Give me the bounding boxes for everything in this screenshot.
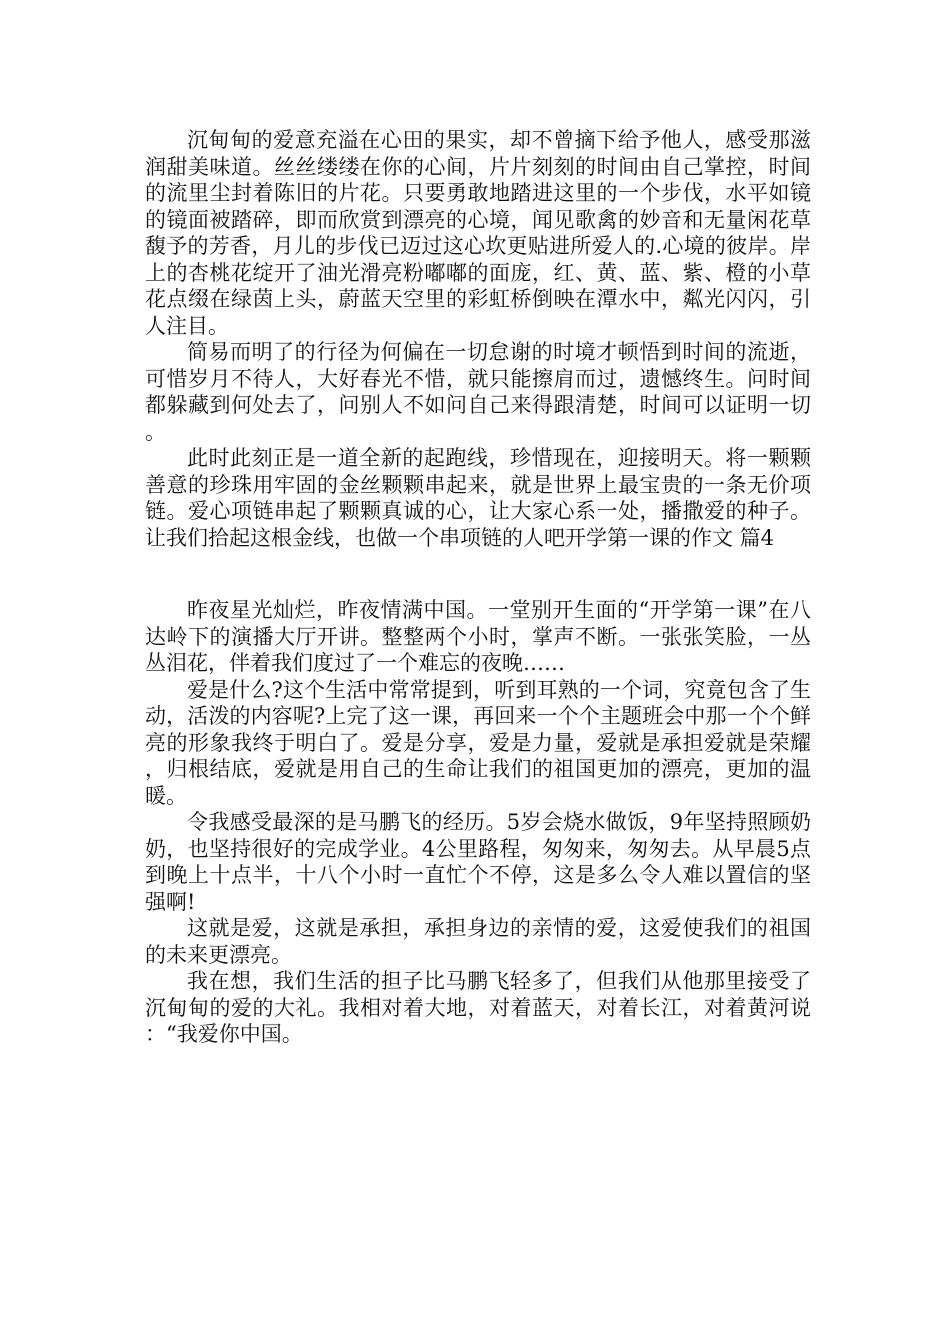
paragraph-7: 这就是爱，这就是承担，承担身边的亲情的爱，这爱使我们的祖国的未来更漂亮。 — [145, 916, 811, 967]
paragraph-6: 令我感受最深的是马鹏飞的经历。5岁会烧水做饭，9年坚持照顾奶奶，也坚持很好的完成学业。4公里路程，匆匆来，匆匆去。从早晨5点到晚上十点半，十八个小时一直忙个不停，这是多么令人难以置信的坚强啊! — [145, 810, 811, 914]
paragraph-1: 沉甸甸的爱意充溢在心田的果实，却不曾摘下给予他人，感受那滋润甜美味道。丝丝缕缕在你的心间，片片刻刻的时间由自己掌控，时间的流里尘封着陈旧的片花。只要勇敢地踏进这里的一个步伐，水平如镜的镜面被踏碎，即而欣赏到漂亮的心境，闻见歌禽的妙音和无量闲花草馥予的芳香，月儿的步伐已迈过这心坎更贴进所爱人的.心境的彼岸。岸上的杏桃花绽开了油光滑亮粉嘟嘟的面庞，红、黄、蓝、紫、橙的小草花点缀在绿茵上头，蔚蓝天空里的彩虹桥倒映在潭水中，粼光闪闪，引人注目。 — [145, 128, 811, 338]
paragraph-2: 简易而明了的行径为何偏在一切怠谢的时境才顿悟到时间的流逝，可惜岁月不待人，大好春光不惜，就只能擦肩而过，遗憾终生。问时间都躲藏到何处去了，问别人不如问自己来得跟清楚，时间可以证明一切。 — [145, 340, 811, 444]
section-1 — [145, 127, 811, 551]
paragraph-4: 昨夜星光灿烂，昨夜情满中国。一堂别开生面的“开学第一课”在八达岭下的演播大厅开讲。整整两个小时，掌声不断。一张张笑脸，一丛丛泪花，伴着我们度过了一个难忘的夜晚…… — [145, 598, 811, 675]
paragraph-3: 此时此刻正是一道全新的起跑线，珍惜现在，迎接明天。将一颗颗善意的珍珠用牢固的金丝颗颗串起来，就是世界上最宝贵的一条无价项链。爱心项链串起了颗颗真诚的心，让大家心系一处，播撒爱的种子。让我们拾起这根金线，也做一个串项链的人吧开学第一课的作文 篇4 — [145, 446, 811, 550]
paragraph-8: 我在想，我们生活的担子比马鹏飞轻多了，但我们从他那里接受了沉甸甸的爱的大礼。我相对着大地，对着蓝天，对着长江，对着黄河说：“我爱你中国。 — [145, 969, 811, 1046]
paragraph-5: 爱是什么?这个生活中常常提到，听到耳熟的一个词，究竟包含了生动，活泼的内容呢?上完了这一课，再回来一个个主题班会中那一个个鲜亮的形象我终于明白了。爱是分享，爱是力量，爱就是承担爱就是荣耀，归根结底，爱就是用自己的生命让我们的祖国更加的漂亮，更加的温暖。 — [145, 677, 811, 808]
section-2 — [145, 597, 811, 1048]
